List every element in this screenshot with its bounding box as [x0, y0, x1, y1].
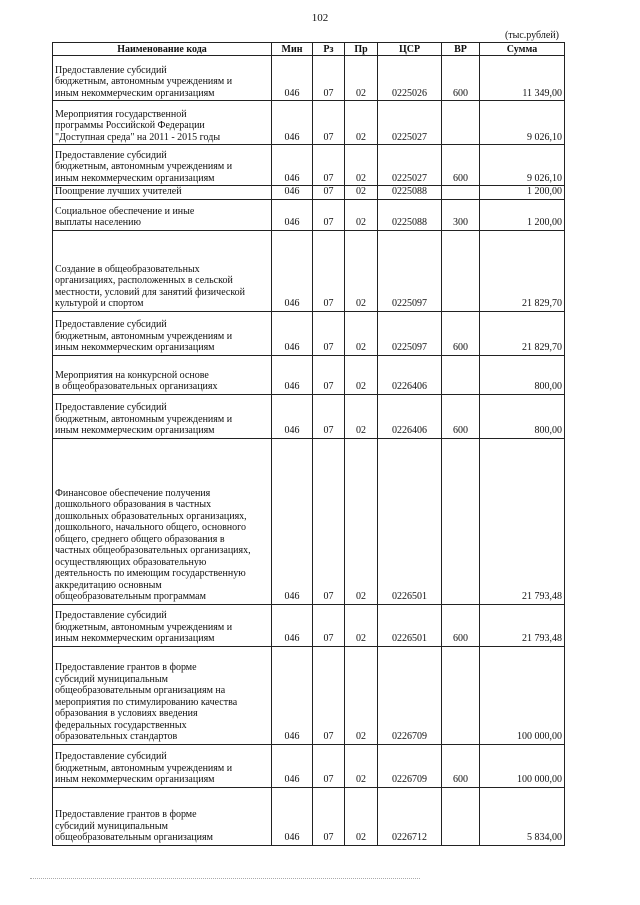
cell-rz: 07 — [313, 101, 345, 145]
cell-min: 046 — [272, 438, 313, 604]
cell-sum: 1 200,00 — [480, 186, 565, 200]
cell-min: 046 — [272, 604, 313, 646]
cell-vr: 600 — [442, 394, 480, 438]
page-number: 102 — [311, 12, 329, 24]
table-row — [53, 394, 565, 438]
footer-divider — [30, 878, 420, 879]
cell-csr: 0226709 — [378, 744, 442, 787]
header-row — [53, 43, 565, 56]
cell-vr: 300 — [442, 199, 480, 230]
cell-vr — [442, 355, 480, 394]
cell-rz: 07 — [313, 355, 345, 394]
cell-min: 046 — [272, 186, 313, 200]
table-row — [53, 311, 565, 355]
cell-rz: 07 — [313, 604, 345, 646]
cell-pr: 02 — [345, 355, 378, 394]
cell-min: 046 — [272, 787, 313, 845]
column-header-rz: Рз — [313, 43, 345, 56]
cell-csr: 0226709 — [378, 646, 442, 744]
cell-sum: 100 000,00 — [480, 744, 565, 787]
table-row — [53, 744, 565, 787]
cell-vr — [442, 646, 480, 744]
cell-sum: 9 026,10 — [480, 101, 565, 145]
cell-rz: 07 — [313, 230, 345, 311]
table-row — [53, 355, 565, 394]
budget-table — [52, 42, 565, 846]
cell-min: 046 — [272, 744, 313, 787]
cell-pr: 02 — [345, 311, 378, 355]
cell-min: 046 — [272, 646, 313, 744]
cell-sum: 21 793,48 — [480, 438, 565, 604]
table-row — [53, 438, 565, 604]
cell-csr: 0225026 — [378, 56, 442, 101]
cell-csr: 0225027 — [378, 101, 442, 145]
table-row — [53, 646, 565, 744]
cell-csr: 0226501 — [378, 438, 442, 604]
column-header-csr: ЦСР — [378, 43, 442, 56]
cell-vr — [442, 101, 480, 145]
cell-rz: 07 — [313, 438, 345, 604]
table-row — [53, 145, 565, 186]
cell-pr: 02 — [345, 646, 378, 744]
cell-vr — [442, 186, 480, 200]
cell-csr: 0226406 — [378, 355, 442, 394]
units-label: (тыс.рублей) — [504, 30, 559, 41]
cell-pr: 02 — [345, 230, 378, 311]
cell-rz: 07 — [313, 56, 345, 101]
cell-pr: 02 — [345, 394, 378, 438]
cell-vr: 600 — [442, 604, 480, 646]
cell-sum: 21 793,48 — [480, 604, 565, 646]
cell-sum: 800,00 — [480, 394, 565, 438]
cell-sum: 100 000,00 — [480, 646, 565, 744]
table-row — [53, 101, 565, 145]
cell-vr: 600 — [442, 311, 480, 355]
cell-name: Создание в общеобразовательных организациях, расположенных в сельской местности, условий для занятий физической культурой и спортом — [53, 230, 272, 311]
column-header-min: Мин — [272, 43, 313, 56]
cell-vr: 600 — [442, 744, 480, 787]
column-header-vr: ВР — [442, 43, 480, 56]
cell-rz: 07 — [313, 646, 345, 744]
cell-csr: 0226501 — [378, 604, 442, 646]
cell-name: Предоставление субсидий бюджетным, автономным учреждениям и иным некоммерческим организациям — [53, 744, 272, 787]
cell-pr: 02 — [345, 101, 378, 145]
table-row — [53, 604, 565, 646]
table-row — [53, 199, 565, 230]
cell-sum: 21 829,70 — [480, 311, 565, 355]
cell-vr: 600 — [442, 145, 480, 186]
cell-rz: 07 — [313, 744, 345, 787]
cell-rz: 07 — [313, 186, 345, 200]
cell-pr: 02 — [345, 787, 378, 845]
cell-name: Предоставление субсидий бюджетным, автономным учреждениям и иным некоммерческим организациям — [53, 56, 272, 101]
cell-min: 046 — [272, 145, 313, 186]
cell-name: Социальное обеспечение и иные выплаты населению — [53, 199, 272, 230]
cell-min: 046 — [272, 199, 313, 230]
cell-rz: 07 — [313, 394, 345, 438]
cell-name: Предоставление субсидий бюджетным, автономным учреждениям и иным некоммерческим организациям — [53, 394, 272, 438]
cell-pr: 02 — [345, 604, 378, 646]
cell-min: 046 — [272, 230, 313, 311]
cell-rz: 07 — [313, 199, 345, 230]
table-row — [53, 186, 565, 200]
cell-min: 046 — [272, 355, 313, 394]
table-row — [53, 56, 565, 101]
cell-name: Предоставление субсидий бюджетным, автономным учреждениям и иным некоммерческим организациям — [53, 145, 272, 186]
column-header-name: Наименование кода — [53, 43, 272, 56]
cell-sum: 5 834,00 — [480, 787, 565, 845]
cell-vr: 600 — [442, 56, 480, 101]
cell-name: Предоставление грантов в форме субсидий муниципальным общеобразовательным организациям — [53, 787, 272, 845]
cell-name: Мероприятия на конкурсной основе в общеобразовательных организациях — [53, 355, 272, 394]
cell-csr: 0225097 — [378, 230, 442, 311]
cell-rz: 07 — [313, 787, 345, 845]
cell-rz: 07 — [313, 311, 345, 355]
cell-min: 046 — [272, 394, 313, 438]
cell-name: Мероприятия государственной программы Российской Федерации "Доступная среда" на 2011 - 2015 годы — [53, 101, 272, 145]
column-header-sum: Сумма — [480, 43, 565, 56]
cell-sum: 21 829,70 — [480, 230, 565, 311]
cell-pr: 02 — [345, 199, 378, 230]
cell-csr: 0226712 — [378, 787, 442, 845]
cell-pr: 02 — [345, 438, 378, 604]
table-row — [53, 230, 565, 311]
cell-pr: 02 — [345, 56, 378, 101]
cell-sum: 9 026,10 — [480, 145, 565, 186]
cell-sum: 11 349,00 — [480, 56, 565, 101]
cell-name: Поощрение лучших учителей — [53, 186, 272, 200]
table-row — [53, 787, 565, 845]
cell-vr — [442, 438, 480, 604]
cell-rz: 07 — [313, 145, 345, 186]
cell-csr: 0225027 — [378, 145, 442, 186]
cell-name: Предоставление субсидий бюджетным, автономным учреждениям и иным некоммерческим организациям — [53, 311, 272, 355]
cell-csr: 0225088 — [378, 199, 442, 230]
cell-vr — [442, 787, 480, 845]
cell-csr: 0225097 — [378, 311, 442, 355]
cell-pr: 02 — [345, 744, 378, 787]
cell-pr: 02 — [345, 145, 378, 186]
cell-name: Предоставление субсидий бюджетным, автономным учреждениям и иным некоммерческим организациям — [53, 604, 272, 646]
cell-pr: 02 — [345, 186, 378, 200]
cell-csr: 0225088 — [378, 186, 442, 200]
cell-name: Предоставление грантов в форме субсидий муниципальным общеобразовательным организациям на мероприятия по стимулированию качества образования в условиях введения федеральных государственных образовательных стандартов — [53, 646, 272, 744]
cell-min: 046 — [272, 101, 313, 145]
column-header-pr: Пр — [345, 43, 378, 56]
cell-csr: 0226406 — [378, 394, 442, 438]
cell-sum: 800,00 — [480, 355, 565, 394]
cell-min: 046 — [272, 311, 313, 355]
cell-name: Финансовое обеспечение получения дошкольного образования в частных дошкольных образовательных организациях, дошкольного, начального общего, основного общего, среднего общего образования в частных общеобразовательных организациях, осуществляющих образовательную деятельность по имеющим государственную аккредитацию основным общеобразовательным программам — [53, 438, 272, 604]
cell-sum: 1 200,00 — [480, 199, 565, 230]
cell-min: 046 — [272, 56, 313, 101]
cell-vr — [442, 230, 480, 311]
